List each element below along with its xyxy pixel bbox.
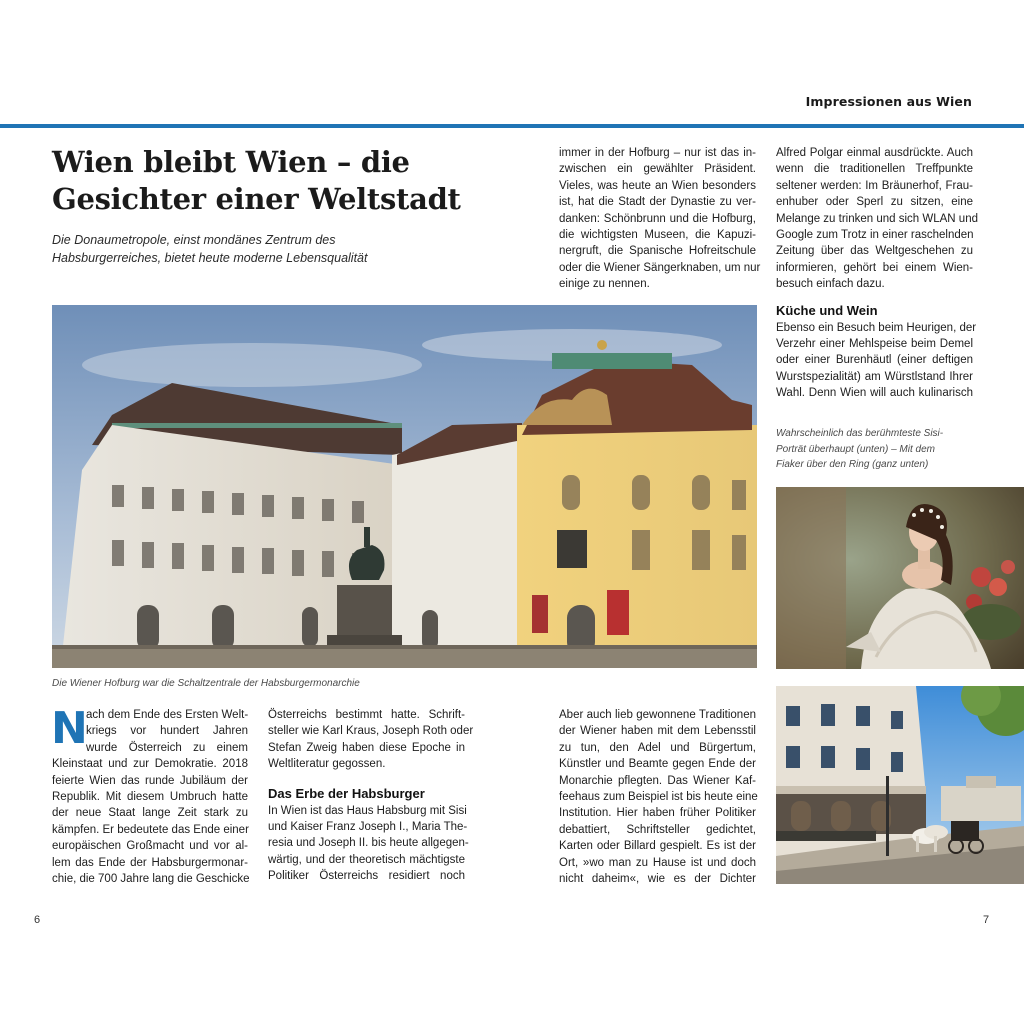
- text-line: Weltliteratur gegossen.: [268, 758, 386, 771]
- page-number-left: 6: [34, 914, 41, 926]
- text-line: Stefan Zweig haben diese Epoche in: [268, 741, 465, 754]
- section-heading-kueche: Küche und Wein: [776, 302, 878, 318]
- text-line: kämpfen. Er bedeutete das Ende einer: [52, 823, 249, 836]
- text-line: wenn die traditionellen Treffpunkte: [776, 163, 973, 176]
- hofburg-photo: [52, 305, 757, 668]
- text-line: Vieles, was heute an Wien besonders: [559, 179, 756, 192]
- text-line: feehaus zum Beispiel ist bis heute eine: [559, 791, 758, 804]
- text-column-bottom-3: [559, 707, 756, 887]
- text-line: kriegs vor hundert Jahren: [86, 725, 248, 738]
- text-line: Alfred Polgar einmal ausdrückte. Auch: [776, 147, 973, 159]
- text-line: debattiert, Schriftsteller gedichtet,: [559, 823, 756, 836]
- text-line: Monarchie pflegten. Das Wiener Kaf-: [559, 774, 756, 787]
- text-line: Ebenso ein Besuch beim Heurigen, der: [776, 321, 977, 334]
- article-subtitle: [52, 231, 432, 267]
- text-column-top-4: [776, 145, 978, 402]
- text-line: nicht daheim«, wie es der Dichter: [559, 873, 756, 886]
- text-line: ach dem Ende des Ersten Welt-: [86, 709, 249, 721]
- text-line: Wurstspezialität) am Würstlstand Ihrer: [776, 370, 973, 383]
- text-column-top-3: [559, 145, 761, 293]
- text-line: resia und Joseph II. bis heute allgegen-: [268, 837, 469, 850]
- subtitle-line: Die Donaumetropole, einst mondänes Zentrum des: [52, 233, 336, 247]
- text-line: besuch einfach dazu.: [776, 278, 885, 291]
- text-line: Aber auch lieb gewonnene Traditionen: [559, 709, 756, 721]
- text-line: nergruft, die Spanische Hofreitschule: [559, 245, 756, 258]
- text-line: Österreichs bestimmt hatte. Schrift-: [268, 709, 465, 721]
- section-header: Impressionen aus Wien: [805, 94, 972, 109]
- main-photo-caption: Die Wiener Hofburg war die Schaltzentrale der Habsburgermonarchie: [52, 678, 360, 689]
- text-line: Google zum Trotz in einer raschelnden: [776, 229, 974, 242]
- header-rule: [0, 124, 1024, 128]
- caption-line: Fiaker über den Ring (ganz unten): [776, 459, 929, 470]
- caption-line: Porträt überhaupt (unten) – Mit dem: [776, 443, 935, 455]
- text-line: danken: Schönbrunn und die Hofburg,: [559, 212, 756, 225]
- text-line: Ort, »wo man zu Hause ist und doch: [559, 856, 756, 869]
- text-line: Künstler und Beamte gegen Ende der: [559, 758, 756, 771]
- text-line: lem das Ende der Habsburgermonar-: [52, 856, 248, 869]
- text-line: zwischen ein gewählter Präsident.: [559, 163, 756, 176]
- text-line: In Wien ist das Haus Habsburg mit Sisi: [268, 804, 467, 817]
- text-line: Institution. Hier haben früher Politiker: [559, 807, 756, 820]
- caption-line: Wahrscheinlich das berühmteste Sisi-: [776, 428, 944, 439]
- text-line: zu tun, den Adel und Bürgertum,: [559, 741, 756, 754]
- text-line: der neue Staat lange Zeit stark zu: [52, 807, 248, 820]
- text-line: der Wiener haben mit dem Lebensstil: [559, 725, 756, 738]
- subtitle-line: Habsburgerreiches, bietet heute moderne Lebensqualität: [52, 251, 368, 265]
- text-line: seltener werden: Im Bräunerhof, Frau-: [776, 179, 973, 192]
- title-line: Wien bleibt Wien – die: [52, 145, 410, 179]
- drop-cap: N: [51, 703, 88, 754]
- text-line: Republik. Mit diesem Umbruch hatte: [52, 791, 248, 804]
- text-line: Politiker Österreichs residiert noch: [268, 870, 465, 883]
- text-line: chie, die 700 Jahre lang die Geschicke: [52, 873, 250, 886]
- text-line: oder die Wiener Sängerknaben, um nur: [559, 261, 761, 274]
- text-line: einige zu nennen.: [559, 278, 650, 291]
- text-line: und Kaiser Franz Joseph I., Maria The-: [268, 821, 468, 834]
- text-line: Melange zu trinken und sich WLAN und: [776, 212, 978, 225]
- text-line: ist, hat die Stadt der Dynastie zu ver-: [559, 196, 756, 209]
- text-line: Verzehr einer Mehlspeise beim Demel: [776, 338, 973, 351]
- page-number-right: 7: [983, 914, 990, 926]
- text-line: die wichtigsten Museen, die Kapuzi-: [559, 229, 756, 242]
- text-line: wärtig, und der theoretisch mächtigste: [268, 853, 465, 866]
- text-line: enhuber oder Sperl zu sitzen, eine: [776, 196, 973, 209]
- text-line: steller wie Karl Kraus, Joseph Roth oder: [268, 725, 474, 738]
- text-line: Zeitung über das Weltgeschehen zu: [776, 245, 973, 258]
- text-line: immer in der Hofburg – nur ist das in-: [559, 147, 756, 159]
- text-column-bottom-1: [51, 703, 250, 887]
- fiaker-street-photo: [776, 686, 1024, 884]
- title-line: Gesichter einer Weltstadt: [52, 182, 461, 216]
- text-column-bottom-2: [268, 707, 474, 885]
- text-line: Karten oder Billard gespielt. Es ist der: [559, 840, 756, 853]
- text-line: oder einer Burenhäutl (einer deftigen: [776, 354, 973, 367]
- text-line: feierte Wien das runde Jubiläum der: [52, 774, 248, 787]
- sisi-portrait-photo: [776, 487, 1024, 669]
- section-heading-habsburger: Das Erbe der Habsburger: [268, 785, 425, 801]
- text-line: Wahl. Denn Wien will auch kulinarisch: [776, 387, 973, 400]
- text-line: wurde Österreich zu einem: [86, 741, 248, 754]
- text-line: Kleinstaat und zur Demokratie. 2018: [52, 758, 248, 771]
- text-line: informieren, gehört bei einem Wien-: [776, 261, 973, 274]
- article-title: [52, 144, 492, 218]
- side-photos-caption: [776, 426, 976, 473]
- text-line: europäischen Großmacht und vor al-: [52, 840, 248, 853]
